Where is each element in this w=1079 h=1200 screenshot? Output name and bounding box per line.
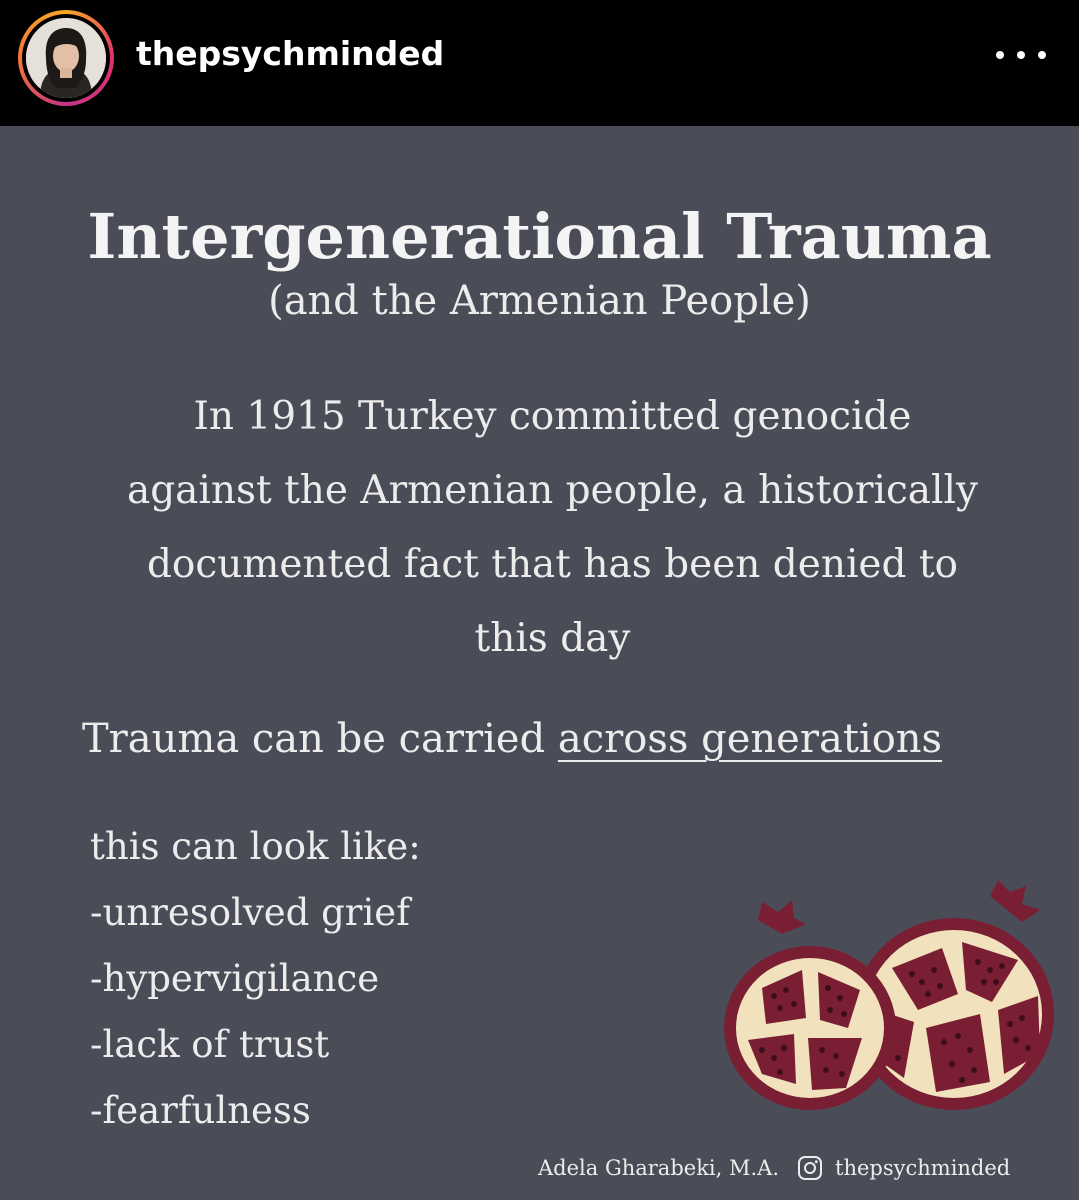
list-item: -fearfulness [90, 1089, 311, 1132]
username[interactable]: thepsychminded [136, 34, 445, 73]
more-horizontal-icon[interactable] [996, 38, 1046, 72]
more-dot [996, 51, 1004, 59]
story-ring[interactable] [18, 10, 114, 106]
paragraph-line: In 1915 Turkey committed genocide [193, 394, 912, 439]
author-name: Adela Gharabeki, M.A. [538, 1156, 780, 1180]
avatar-portrait [26, 18, 106, 98]
list-item: -unresolved grief [90, 891, 410, 934]
credit-line [538, 1152, 1010, 1184]
more-dot [1017, 51, 1025, 59]
carried-statement [82, 716, 942, 762]
post-header [0, 0, 1079, 126]
avatar-frame [22, 14, 110, 102]
list-item: -hypervigilance [90, 957, 380, 1000]
pomegranate-left [724, 900, 896, 1110]
list-item: -lack of trust [90, 1023, 330, 1066]
paragraph-line: against the Armenian people, a historically [126, 468, 979, 513]
list-intro: this can look like: [90, 825, 421, 868]
paragraph-line: documented fact that has been denied to [146, 542, 959, 587]
post-subtitle: (and the Armenian People) [268, 278, 811, 324]
more-dot [1038, 51, 1046, 59]
avatar[interactable] [26, 18, 106, 98]
post-title: Intergenerational Trauma [87, 200, 992, 273]
carried-prefix: Trauma can be carried [82, 716, 558, 762]
symptoms-list [90, 814, 421, 1144]
credit-handle: thepsychminded [835, 1156, 1011, 1180]
pomegranate-illustration [722, 878, 1060, 1118]
paragraph-line: this day [474, 616, 631, 661]
instagram-icon [797, 1155, 823, 1181]
underlined-word-generations: generations [701, 716, 943, 762]
post-image[interactable] [0, 126, 1079, 1200]
underlined-word-across: across [557, 716, 689, 762]
underlined-space [688, 716, 701, 762]
genocide-paragraph [70, 380, 1035, 676]
